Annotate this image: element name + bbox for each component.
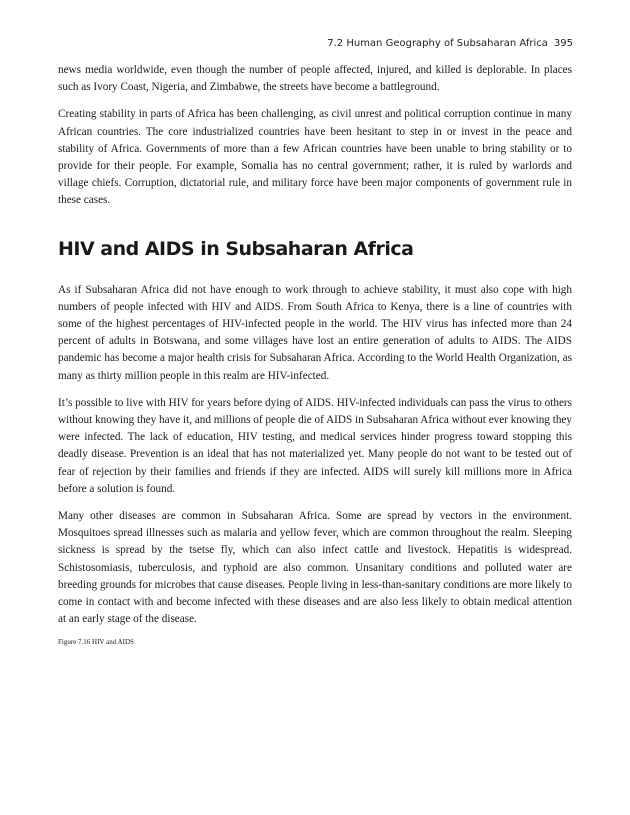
- intro-paragraph-1: news media worldwide, even though the number of people affected, injured, and killed is deplorable. In places such as Ivory Coast, Nigeria, and Zimbabwe, the streets have become a battleground.: [58, 64, 572, 94]
- section-paragraph-3: Many other diseases are common in Subsaharan Africa. Some are spread by vectors in the environment. Mosquitoes spread illnesses such as malaria and yellow fever, which are common throughout the realm. Sleeping sickness is spread by the tsetse fly, which can also infect cattle and livestock. Hepatitis is widespread. Schistosomiasis, tuberculosis, and typhoid are also common. Unsanitary conditions and polluted water are breeding grounds for microbes that cause diseases. People living in less-than-sanitary conditions are more likely to come in contact with and become infected with these diseases and are also less likely to obtain medical attention at an early stage of the disease.: [58, 510, 572, 626]
- intro-paragraph-2: Creating stability in parts of Africa has been challenging, as civil unrest and political corruption continue in many African countries. The core industrialized countries have been hesitant to step in or invest in the peace and stability of Africa. Governments of more than a few African countries have been unable to bring stability or to provide for their people. For example, Somalia has no central government; rather, it is ruled by warlords and village chiefs. Corruption, dictatorial rule, and military force have been major components of government rule in these cases.: [58, 108, 572, 207]
- section-heading: HIV and AIDS in Subsaharan Africa: [58, 237, 414, 260]
- page-body: [58, 62, 572, 646]
- section-paragraph-1: As if Subsaharan Africa did not have enough to work through to achieve stability, it must also cope with high numbers of people infected with HIV and AIDS. From South Africa to Kenya, there is a line of countries with some of the highest percentages of HIV-infected people in the world. The HIV virus has infected more than 24 percent of adults in Botswana, and some villages have lost an entire generation of adults to AIDS. The AIDS pandemic has become a major health crisis for Subsaharan Africa. According to the World Health Organization, as many as thirty million people in this realm are HIV-infected.: [58, 283, 572, 382]
- page-number: 395: [553, 38, 573, 49]
- running-header-section: 7.2 Human Geography of Subsaharan Africa: [327, 38, 548, 49]
- figure-caption: Figure 7.16 HIV and AIDS: [58, 638, 134, 647]
- section-paragraph-2: It’s possible to live with HIV for years before dying of AIDS. HIV-infected individuals can pass the virus to others without knowing they have it, and millions of people die of AIDS in Subsaharan Africa without ever knowing they were infected. The lack of education, HIV testing, and medical services hinder progress toward stopping this deadly disease. Prevention is an ideal that has not materialized yet. Many people do not want to be tested out of fear of rejection by their families and friends if they are infected. AIDS will surely kill millions more in Africa before a solution is found.: [58, 396, 572, 495]
- running-header: [327, 38, 573, 49]
